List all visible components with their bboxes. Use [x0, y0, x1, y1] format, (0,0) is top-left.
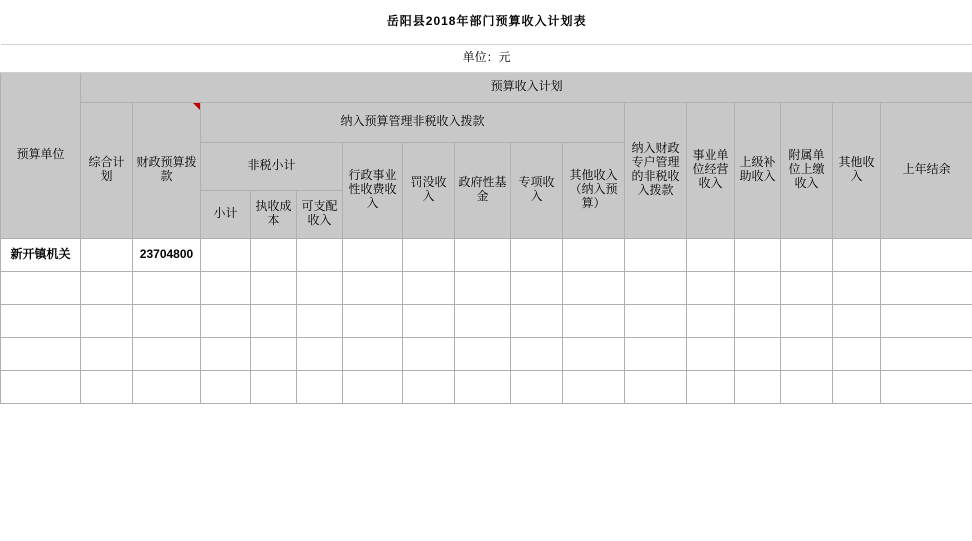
table-row[interactable] [1, 271, 972, 304]
cell-budget-unit[interactable] [1, 271, 81, 304]
cell-comprehensive-plan[interactable] [81, 304, 133, 337]
cell-special-account[interactable] [625, 271, 687, 304]
table-row[interactable] [1, 304, 972, 337]
col-header-comprehensive-plan: 综合计划 [81, 102, 133, 238]
col-header-fiscal-allocation [133, 102, 201, 238]
group-header-nontax-allocation: 纳入预算管理非税收入拨款 [201, 102, 625, 142]
cell-subordinate-remit[interactable] [781, 304, 833, 337]
col-header-other-income-in-budget: 其他收入（纳入预算） [563, 142, 625, 238]
cell-budget-unit[interactable] [1, 304, 81, 337]
cell-penalty[interactable] [403, 304, 455, 337]
cell-special[interactable] [511, 271, 563, 304]
cell-disposable-income[interactable] [297, 271, 343, 304]
table-row[interactable] [1, 238, 972, 271]
cell-other-income[interactable] [833, 238, 881, 271]
cell-special-account[interactable] [625, 370, 687, 403]
cell-fiscal-allocation[interactable] [133, 337, 201, 370]
cell-other-income[interactable] [833, 337, 881, 370]
cell-prev-year-balance[interactable] [881, 337, 972, 370]
cell-other-in-budget[interactable] [563, 238, 625, 271]
cell-comprehensive-plan[interactable] [81, 238, 133, 271]
col-header-fiscal-allocation-label: 财政预算拨款 [136, 155, 197, 183]
cell-admin-fee[interactable] [343, 238, 403, 271]
cell-gov-fund[interactable] [455, 304, 511, 337]
cell-prev-year-balance[interactable] [881, 271, 972, 304]
cell-admin-fee[interactable] [343, 370, 403, 403]
cell-penalty[interactable] [403, 337, 455, 370]
group-header-income-plan: 预算收入计划 [81, 72, 972, 102]
col-header-special: 专项收入 [511, 142, 563, 238]
cell-fiscal-allocation[interactable] [133, 304, 201, 337]
cell-subordinate-remit[interactable] [781, 337, 833, 370]
cell-subordinate-remit[interactable] [781, 238, 833, 271]
col-header-superior-subsidy: 上级补助收入 [735, 102, 781, 238]
cell-special-account[interactable] [625, 337, 687, 370]
cell-disposable-income[interactable] [297, 337, 343, 370]
cell-other-in-budget[interactable] [563, 370, 625, 403]
col-header-prev-year-balance: 上年结余 [881, 102, 972, 238]
cell-other-in-budget[interactable] [563, 271, 625, 304]
cell-gov-fund[interactable] [455, 337, 511, 370]
cell-special[interactable] [511, 304, 563, 337]
cell-business-operation[interactable] [687, 304, 735, 337]
cell-special-account[interactable] [625, 238, 687, 271]
title-row [1, 0, 972, 44]
cell-admin-fee[interactable] [343, 271, 403, 304]
cell-comprehensive-plan[interactable] [81, 271, 133, 304]
cell-admin-fee[interactable] [343, 304, 403, 337]
cell-superior-subsidy[interactable] [735, 238, 781, 271]
cell-prev-year-balance[interactable] [881, 238, 972, 271]
cell-business-operation[interactable] [687, 238, 735, 271]
cell-subordinate-remit[interactable] [781, 271, 833, 304]
unit-note: 单位：元 [1, 44, 972, 72]
cell-comprehensive-plan[interactable] [81, 370, 133, 403]
cell-budget-unit[interactable]: 新开镇机关 [1, 238, 81, 271]
cell-special-account[interactable] [625, 304, 687, 337]
cell-business-operation[interactable] [687, 337, 735, 370]
comment-marker-icon [193, 103, 200, 110]
cell-superior-subsidy[interactable] [735, 271, 781, 304]
cell-other-in-budget[interactable] [563, 304, 625, 337]
cell-comprehensive-plan[interactable] [81, 337, 133, 370]
col-header-subordinate-remit: 附属单位上缴收入 [781, 102, 833, 238]
cell-penalty[interactable] [403, 271, 455, 304]
cell-superior-subsidy[interactable] [735, 337, 781, 370]
cell-gov-fund[interactable] [455, 238, 511, 271]
col-header-penalty: 罚没收入 [403, 142, 455, 238]
group-header-nontax-subtotal: 非税小计 [201, 142, 343, 190]
cell-superior-subsidy[interactable] [735, 304, 781, 337]
cell-other-income[interactable] [833, 304, 881, 337]
cell-fiscal-allocation[interactable]: 23704800 [133, 238, 201, 271]
col-header-business-operation: 事业单位经营收入 [687, 102, 735, 238]
cell-penalty[interactable] [403, 238, 455, 271]
cell-collection-cost[interactable] [251, 271, 297, 304]
cell-prev-year-balance[interactable] [881, 304, 972, 337]
cell-superior-subsidy[interactable] [735, 370, 781, 403]
cell-subtotal[interactable] [201, 304, 251, 337]
cell-gov-fund[interactable] [455, 271, 511, 304]
cell-prev-year-balance[interactable] [881, 370, 972, 403]
cell-business-operation[interactable] [687, 271, 735, 304]
cell-budget-unit[interactable] [1, 370, 81, 403]
col-header-subtotal: 小计 [201, 190, 251, 238]
cell-disposable-income[interactable] [297, 304, 343, 337]
col-header-gov-fund: 政府性基金 [455, 142, 511, 238]
table-row[interactable] [1, 370, 972, 403]
cell-other-income[interactable] [833, 370, 881, 403]
col-header-special-account: 纳入财政专户管理的非税收入拨款 [625, 102, 687, 238]
col-header-disposable-income: 可支配收入 [297, 190, 343, 238]
cell-subordinate-remit[interactable] [781, 370, 833, 403]
cell-business-operation[interactable] [687, 370, 735, 403]
cell-subtotal[interactable] [201, 271, 251, 304]
header-row-2 [1, 102, 972, 142]
cell-disposable-income[interactable] [297, 370, 343, 403]
col-header-other-income: 其他收入 [833, 102, 881, 238]
cell-special[interactable] [511, 370, 563, 403]
col-header-admin-fee: 行政事业性收费收入 [343, 142, 403, 238]
col-header-budget-unit: 预算单位 [1, 72, 81, 238]
cell-subtotal[interactable] [201, 238, 251, 271]
header-row-1 [1, 72, 972, 102]
cell-collection-cost[interactable] [251, 304, 297, 337]
cell-penalty[interactable] [403, 370, 455, 403]
cell-special[interactable] [511, 238, 563, 271]
cell-subtotal[interactable] [201, 337, 251, 370]
cell-other-income[interactable] [833, 271, 881, 304]
cell-fiscal-allocation[interactable] [133, 370, 201, 403]
cell-special[interactable] [511, 337, 563, 370]
cell-disposable-income[interactable] [297, 238, 343, 271]
unit-note-row [1, 44, 972, 72]
col-header-collection-cost: 执收成本 [251, 190, 297, 238]
cell-subtotal[interactable] [201, 370, 251, 403]
cell-budget-unit[interactable] [1, 337, 81, 370]
cell-gov-fund[interactable] [455, 370, 511, 403]
page-title: 岳阳县2018年部门预算收入计划表 [1, 0, 972, 44]
cell-collection-cost[interactable] [251, 238, 297, 271]
table-row[interactable] [1, 337, 972, 370]
cell-collection-cost[interactable] [251, 337, 297, 370]
cell-other-in-budget[interactable] [563, 337, 625, 370]
cell-fiscal-allocation[interactable] [133, 271, 201, 304]
cell-collection-cost[interactable] [251, 370, 297, 403]
cell-admin-fee[interactable] [343, 337, 403, 370]
